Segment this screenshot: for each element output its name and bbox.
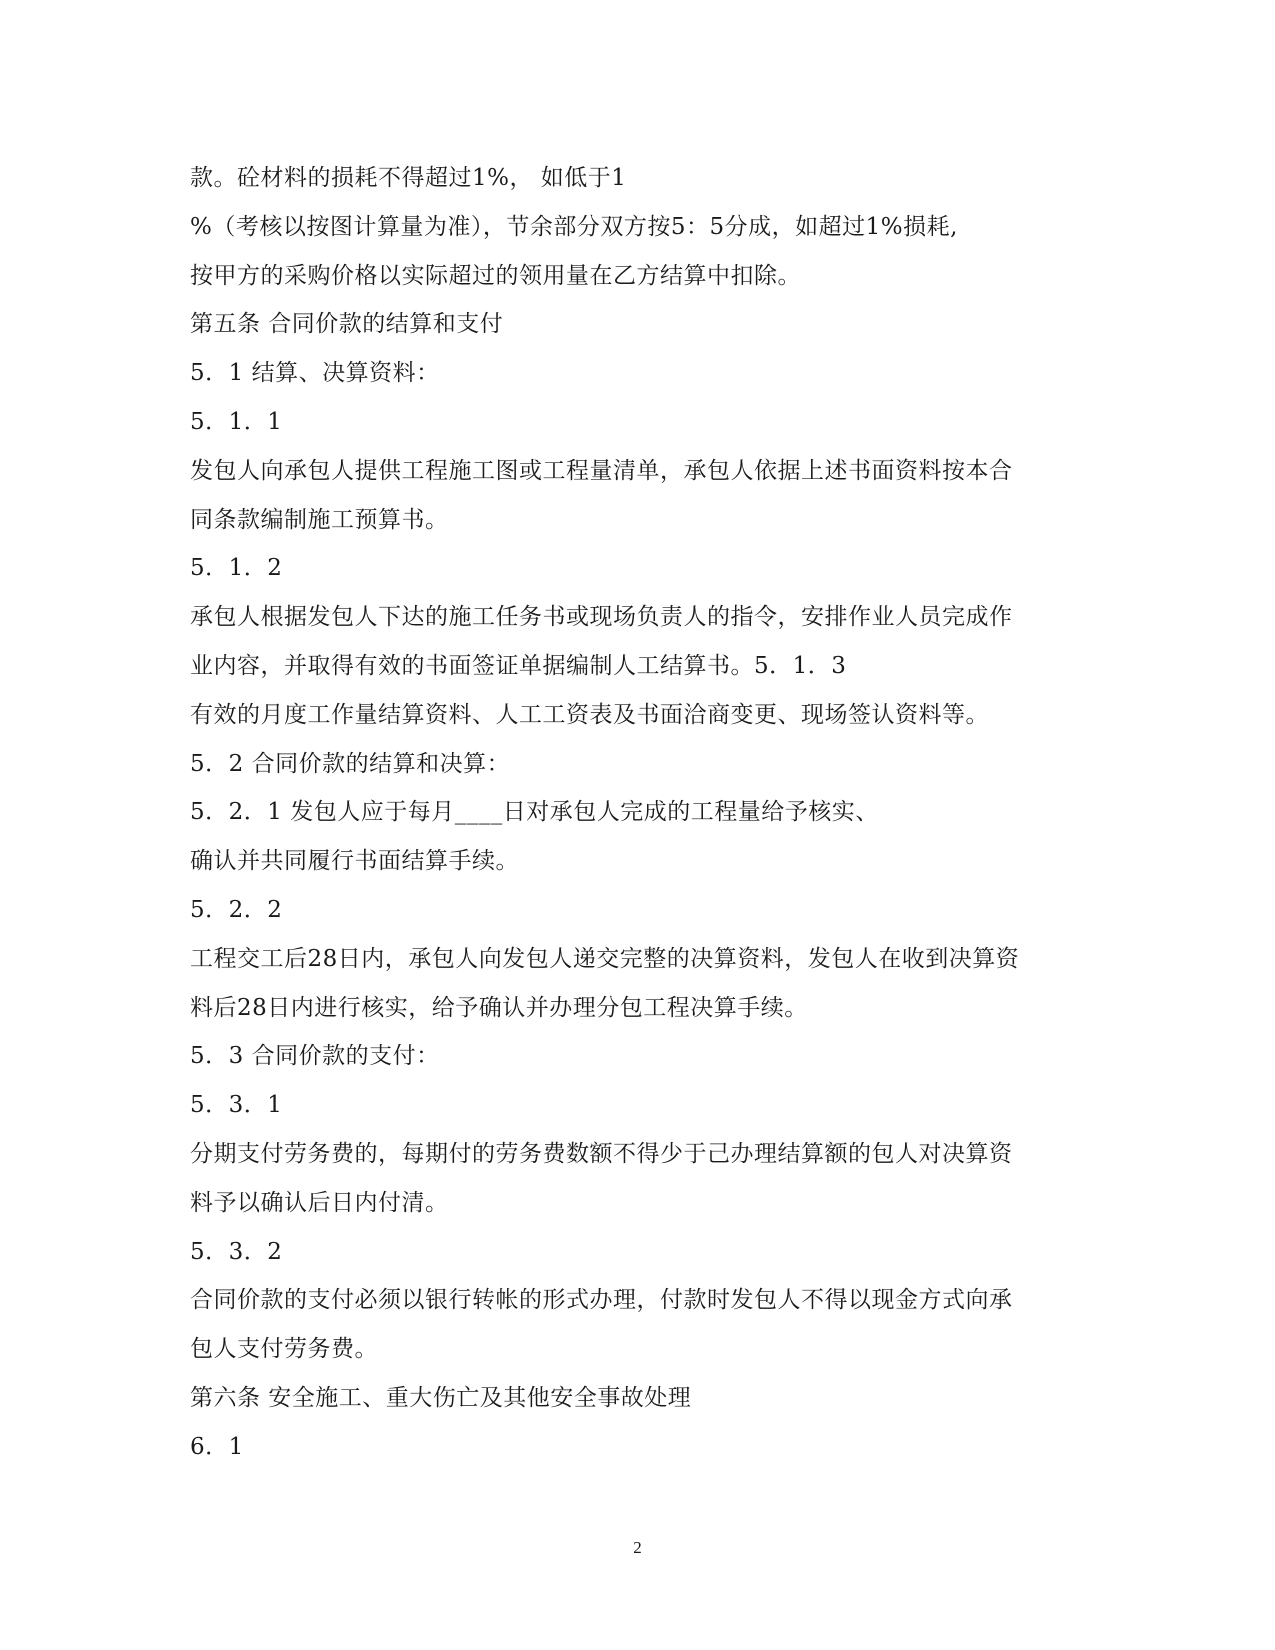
text-line: 发包人向承包人提供工程施工图或工程量清单，承包人依据上述书面资料按本合	[190, 457, 1013, 484]
text-line: 合同价款的支付必须以银行转帐的形式办理，付款时发包人不得以现金方式向承	[190, 1287, 1013, 1314]
text-line: 同条款编制施工预算书。	[190, 506, 449, 533]
page-number: 2	[633, 1538, 642, 1557]
section-heading: 第五条 合同价款的结算和支付	[190, 311, 504, 338]
text-line: 确认并共同履行书面结算手续。	[190, 848, 519, 875]
document-body	[190, 154, 1070, 1472]
clause-number: 5．1．1	[190, 408, 283, 435]
text-line: 料予以确认后日内付清。	[190, 1189, 449, 1216]
clause-number: 5．3．2	[190, 1238, 283, 1265]
clause-number: 5．3．1	[190, 1092, 283, 1119]
subsection-heading: 5．3 合同价款的支付：	[190, 1043, 440, 1070]
text-line: 5．2．1 发包人应于每月____日对承包人完成的工程量给予核实、	[190, 799, 879, 826]
clause-number: 5．2．2	[190, 896, 283, 923]
section-heading: 第六条 安全施工、重大伤亡及其他安全事故处理	[190, 1384, 692, 1411]
text-line: 料后28日内进行核实，给予确认并办理分包工程决算手续。	[190, 994, 808, 1021]
subsection-heading: 5．2 合同价款的结算和决算：	[190, 750, 511, 777]
clause-number: 6．1	[190, 1433, 244, 1460]
text-line: 工程交工后28日内，承包人向发包人递交完整的决算资料，发包人在收到决算资	[190, 945, 1020, 972]
text-line: %（考核以按图计算量为准），节余部分双方按5：5分成，如超过1%损耗,	[190, 213, 958, 240]
text-line: 分期支付劳务费的，每期付的劳务费数额不得少于己办理结算额的包人对决算资	[190, 1140, 1013, 1167]
text-line: 承包人根据发包人下达的施工任务书或现场负责人的指令，安排作业人员完成作	[190, 604, 1013, 631]
subsection-heading: 5．1 结算、决算资料：	[190, 360, 440, 387]
text-line: 业内容，并取得有效的书面签证单据编制人工结算书。5．1．3	[190, 652, 847, 679]
text-line: 按甲方的采购价格以实际超过的领用量在乙方结算中扣除。	[190, 262, 801, 289]
text-line: 包人支付劳务费。	[190, 1336, 378, 1363]
clause-number: 5．1．2	[190, 555, 283, 582]
text-line: 有效的月度工作量结算资料、人工工资表及书面洽商变更、现场签认资料等。	[190, 701, 989, 728]
text-line: 款。砼材料的损耗不得超过1%， 如低于1	[190, 165, 627, 191]
